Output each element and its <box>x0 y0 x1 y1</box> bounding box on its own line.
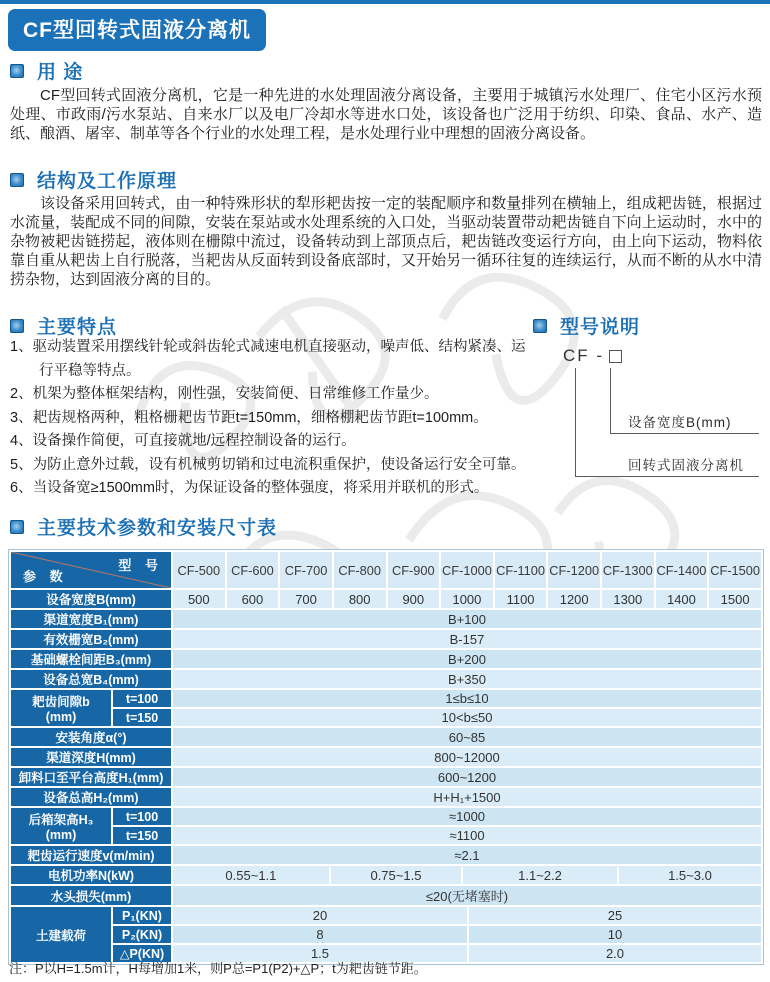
row-label: 设备宽度B(mm) <box>10 589 172 609</box>
cell: 25 <box>467 907 761 924</box>
row-sublabel: t=100 <box>112 689 172 708</box>
corner-param-label: 参 数 <box>23 569 68 584</box>
model-line-horizontal-machine <box>575 476 759 477</box>
cell: 1.5 <box>310 946 330 961</box>
model-code-text: CF - <box>563 346 605 365</box>
cell: 500 <box>172 589 226 609</box>
table-row <box>10 787 762 807</box>
cell: ≈1100 <box>172 826 762 845</box>
model-column-header: CF-1000 <box>440 551 494 589</box>
top-accent-bar <box>0 0 770 4</box>
principle-paragraph: 该设备采用回转式，由一种特殊形状的犁形耙齿按一定的装配顺序和数量排列在横轴上，组成耙齿链，根据过水流量，装配成不同的间隙，安装在泵站或水处理系统的入口处，当驱动装置带动耙齿链自下向上运动时，水中的杂物被耙齿链捞起，液体则在栅隙中流过，设备转动到上部顶点后，耙齿链改变运行方向，由上向下运动，物料依靠自重从耙齿上自行脱落，当耙齿从反面转到设备底部时，又开始另一循环往复的连续运行，从而不断的从水中清捞杂物，达到固液分离的目的。 <box>10 195 762 288</box>
section-marker-icon <box>10 520 24 534</box>
cell: 10 <box>467 926 761 943</box>
cell: 1.1~2.2 <box>461 867 617 884</box>
model-column-header: CF-500 <box>172 551 226 589</box>
table-row <box>10 747 762 767</box>
table-row <box>10 826 762 845</box>
model-column-header: CF-900 <box>387 551 441 589</box>
civil-load-cells <box>172 906 762 925</box>
cell: 600~1200 <box>172 767 762 787</box>
section-heading-model <box>533 312 640 339</box>
section-marker-icon <box>533 319 547 333</box>
model-width-label: 设备宽度B(mm) <box>628 415 732 430</box>
parameters-table <box>9 550 763 964</box>
motor-power-cells <box>172 865 762 885</box>
table-row <box>10 589 762 609</box>
section-title: 型号说明 <box>560 317 641 338</box>
feature-item: 1、驱动装置采用摆线针轮或斜齿轮式减速电机直接驱动，噪声低、结构紧凑、运行平稳等特点。 <box>10 339 526 379</box>
cell: B+350 <box>172 669 762 689</box>
row-label: 水头损失(mm) <box>10 885 172 906</box>
table-row <box>10 845 762 865</box>
features-list <box>10 336 534 501</box>
cell: 1200 <box>547 589 601 609</box>
cell: 60~85 <box>172 727 762 747</box>
row-label: 安装角度α(°) <box>10 727 172 747</box>
feature-item: 6、当设备宽≥1500mm时，为保证设备的整体强度，将采用并联机的形式。 <box>10 480 489 496</box>
section-heading-principle <box>10 166 177 193</box>
row-label: 渠道深度H(mm) <box>10 747 172 767</box>
section-marker-icon <box>10 173 24 187</box>
cell: 8 <box>316 927 324 942</box>
civil-load-cells <box>172 925 762 944</box>
cell: B+100 <box>172 609 762 629</box>
cell: B+200 <box>172 649 762 669</box>
table-row <box>10 767 762 787</box>
section-marker-icon <box>10 64 24 78</box>
feature-item: 2、机架为整体框架结构，刚性强，安装简便、日常维修工作量少。 <box>10 386 439 402</box>
cell: 1100 <box>494 589 548 609</box>
model-column-header: CF-1200 <box>547 551 601 589</box>
model-column-header: CF-1100 <box>494 551 548 589</box>
corner-model-label: 型 号 <box>118 558 163 573</box>
usage-paragraph: CF型回转式固液分离机，它是一种先进的水处理固液分离设备，主要用于城镇污水处理厂、住宅小区污水预处理、市政雨/污水泵站、自来水厂以及电厂冷却水等进水口处，该设备也广泛用于纺织、印染、食品、水产、造纸、酿酒、屠宰、制革等各个行业的水处理工程，是水处理行业中理想的固液分离设备。 <box>10 87 762 142</box>
table-corner-cell <box>10 551 172 589</box>
cell: 0.75~1.5 <box>329 867 461 884</box>
table-row <box>10 689 762 708</box>
row-sublabel: t=150 <box>112 708 172 727</box>
section-title: 主要技术参数和安装尺寸表 <box>37 518 278 539</box>
cell: 2.0 <box>467 945 761 962</box>
cell: ≈1000 <box>172 807 762 826</box>
cell: 1≤b≤10 <box>172 689 762 708</box>
row-label: 设备总高H₂(mm) <box>10 787 172 807</box>
feature-item: 5、为防止意外过载，设有机械剪切销和过电流积重保护，使设备运行安全可靠。 <box>10 456 526 473</box>
feature-item: 3、耙齿规格两种，粗格栅耙齿节距t=150mm，细格棚耙齿节距t=100mm。 <box>10 409 488 426</box>
cell: ≤20(无堵塞时) <box>172 885 762 906</box>
row-label-rear-frame: 后箱架高H₃ (mm) <box>10 807 112 845</box>
model-column-header: CF-800 <box>333 551 387 589</box>
cell: 900 <box>387 589 441 609</box>
row-sublabel: P₁(KN) <box>112 906 172 925</box>
row-label: 设备总宽B₄(mm) <box>10 669 172 689</box>
cell: 700 <box>279 589 333 609</box>
row-label: 有效栅宽B₂(mm) <box>10 629 172 649</box>
row-label: 电机功率N(kW) <box>10 865 172 885</box>
cell: ≈2.1 <box>172 845 762 865</box>
cell: H+H₁+1500 <box>172 787 762 807</box>
feature-item: 4、设备操作简便，可直接就地/远程控制设备的运行。 <box>10 433 356 449</box>
table-row <box>10 669 762 689</box>
table-row <box>10 885 762 906</box>
parameters-table-wrap <box>8 549 764 965</box>
row-sublabel: △P(KN) <box>112 944 172 963</box>
table-row <box>10 708 762 727</box>
row-label: 卸料口至平台高度H₁(mm) <box>10 767 172 787</box>
section-title: 主要特点 <box>37 317 118 338</box>
table-row <box>10 925 762 944</box>
section-title: 用 途 <box>37 62 84 83</box>
cell: 800~12000 <box>172 747 762 767</box>
section-marker-icon <box>10 319 24 333</box>
model-line-vertical-cf <box>575 368 576 476</box>
model-column-header: CF-1400 <box>655 551 709 589</box>
model-column-header: CF-1300 <box>601 551 655 589</box>
section-heading-features <box>10 312 117 339</box>
table-row <box>10 807 762 826</box>
model-column-header: CF-1500 <box>708 551 762 589</box>
cell: B-157 <box>172 629 762 649</box>
table-row <box>10 629 762 649</box>
model-column-header: CF-700 <box>279 551 333 589</box>
section-heading-usage <box>10 57 83 84</box>
cell: 0.55~1.1 <box>225 867 277 883</box>
section-title: 结构及工作原理 <box>37 171 178 192</box>
table-row <box>10 865 762 885</box>
page-title-badge: CF型回转式固液分离机 <box>8 9 266 51</box>
model-line-vertical-box <box>610 368 611 433</box>
table-row <box>10 727 762 747</box>
cell: 800 <box>333 589 387 609</box>
row-sublabel: t=100 <box>112 807 172 826</box>
row-label-rake-gap: 耙齿间隙b (mm) <box>10 689 112 727</box>
cell: 20 <box>312 908 328 923</box>
model-code <box>563 346 622 366</box>
row-label: 渠道宽度B₁(mm) <box>10 609 172 629</box>
cell: 1500 <box>708 589 762 609</box>
row-label: 耙齿运行速度v(m/min) <box>10 845 172 865</box>
model-line-horizontal-width <box>610 433 759 434</box>
cell: 1.5~3.0 <box>617 867 761 884</box>
section-heading-table <box>10 513 277 540</box>
cell: 10<b≤50 <box>172 708 762 727</box>
cell: 600 <box>226 589 280 609</box>
model-column-header: CF-600 <box>226 551 280 589</box>
table-row <box>10 609 762 629</box>
table-row <box>10 906 762 925</box>
cell: 1400 <box>655 589 709 609</box>
row-sublabel: t=150 <box>112 826 172 845</box>
model-machine-label: 回转式固液分离机 <box>628 458 744 473</box>
cell: 1000 <box>440 589 494 609</box>
row-label-civil-load: 土建载荷 <box>10 906 112 963</box>
table-row <box>10 649 762 669</box>
cell: 1300 <box>601 589 655 609</box>
table-footnote: 注：P以H=1.5m计，H每增加1米，则P总=P1(P2)+△P；t为耙齿链节距。 <box>9 961 427 976</box>
row-label: 基础螺栓间距B₃(mm) <box>10 649 172 669</box>
model-placeholder-box <box>609 350 622 363</box>
row-sublabel: P₂(KN) <box>112 925 172 944</box>
